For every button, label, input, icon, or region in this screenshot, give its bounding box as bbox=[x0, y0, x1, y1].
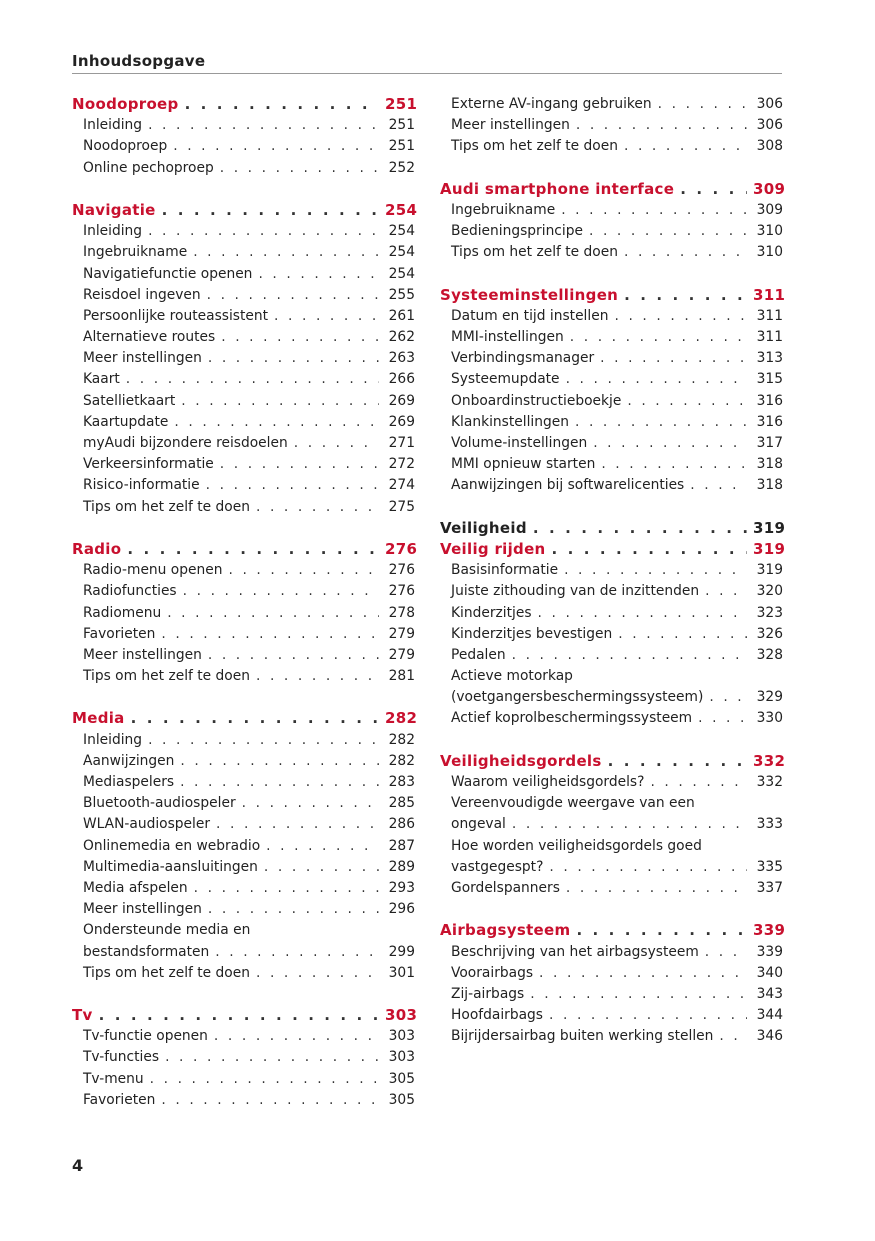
toc-entry[interactable]: Ingebruikname . . . 254 bbox=[72, 242, 415, 263]
toc-entry[interactable]: Juiste zithouding van de inzittenden . . . 320 bbox=[440, 581, 783, 602]
toc-entry[interactable]: Tips om het zelf te doen . . . 301 bbox=[72, 963, 415, 984]
section-list bbox=[440, 200, 783, 264]
toc-entry[interactable]: Risico-informatie . . . 274 bbox=[72, 475, 415, 496]
chapter-smartphone-interface[interactable]: Audi smartphone interface . . . 309 bbox=[440, 179, 783, 200]
header-divider bbox=[72, 73, 782, 74]
section-list bbox=[440, 560, 783, 666]
toc-entry[interactable]: MMI-instellingen . . . 311 bbox=[440, 327, 783, 348]
toc-entry[interactable]: Reisdoel ingeven . . . 255 bbox=[72, 285, 415, 306]
toc-entry[interactable]: Radio-menu openen . . . 276 bbox=[72, 560, 415, 581]
toc-entry[interactable]: Volume-instellingen . . . 317 bbox=[440, 433, 783, 454]
toc-entry[interactable]: Persoonlijke routeassistent . . . 261 bbox=[72, 306, 415, 327]
toc-entry[interactable]: Externe AV-ingang gebruiken . . . 306 bbox=[440, 94, 783, 115]
toc-entry-ongeval[interactable]: Vereenvoudigde weergave van een bbox=[451, 795, 695, 812]
toc-entry-goed-cont[interactable]: vastgegespt? . . . 335 bbox=[440, 857, 783, 878]
toc-entry[interactable]: Verkeersinformatie . . . 272 bbox=[72, 454, 415, 475]
chapter-veilig-rijden[interactable]: Veilig rijden . . . 319 bbox=[440, 539, 783, 560]
chapter-navigatie[interactable]: Navigatie . . . 254 bbox=[72, 200, 415, 221]
toc-entry[interactable]: Gordelspanners . . . 337 bbox=[440, 878, 783, 899]
section-list bbox=[440, 94, 783, 158]
toc-entry[interactable]: Tips om het zelf te doen . . . 308 bbox=[440, 136, 783, 157]
toc-entry[interactable]: Tv-functie openen . . . 303 bbox=[72, 1026, 415, 1047]
toc-entry[interactable]: Beschrijving van het airbagsysteem . . . 339 bbox=[440, 942, 783, 963]
toc-entry[interactable]: Meer instellingen . . . 263 bbox=[72, 348, 415, 369]
toc-entry[interactable]: Kinderzitjes bevestigen . . . 326 bbox=[440, 624, 783, 645]
toc-column-right bbox=[440, 94, 786, 1047]
section-list bbox=[72, 221, 415, 518]
toc-entry[interactable]: Online pechoproep . . . 252 bbox=[72, 158, 415, 179]
chapter-tv[interactable]: Tv . . . 303 bbox=[72, 1005, 415, 1026]
toc-entry[interactable]: Meer instellingen . . . 279 bbox=[72, 645, 415, 666]
toc-entry[interactable]: Alternatieve routes . . . 262 bbox=[72, 327, 415, 348]
toc-entry[interactable]: Waarom veiligheidsgordels? . . . 332 bbox=[440, 772, 783, 793]
toc-entry[interactable]: Onlinemedia en webradio . . . 287 bbox=[72, 836, 415, 857]
toc-entry[interactable]: Zij-airbags . . . 343 bbox=[440, 984, 783, 1005]
toc-entry[interactable]: MMI opnieuw starten . . . 318 bbox=[440, 454, 783, 475]
toc-entry[interactable]: Inleiding . . . 282 bbox=[72, 730, 415, 751]
toc-entry[interactable]: Basisinformatie . . . 319 bbox=[440, 560, 783, 581]
toc-entry[interactable]: Actief koprolbeschermingssysteem . . . 330 bbox=[440, 708, 783, 729]
part-veiligheid[interactable]: Veiligheid . . . 319 bbox=[440, 518, 783, 539]
toc-entry[interactable]: Tv-menu . . . 305 bbox=[72, 1069, 415, 1090]
section-list bbox=[72, 560, 415, 687]
toc-entry[interactable]: Media afspelen . . . 293 bbox=[72, 878, 415, 899]
toc-entry-supported-media-cont[interactable]: bestandsformaten . . . 299 bbox=[72, 942, 415, 963]
toc-entry[interactable]: Inleiding . . . 254 bbox=[72, 221, 415, 242]
toc-entry[interactable]: Radiomenu . . . 278 bbox=[72, 603, 415, 624]
toc-entry[interactable]: Bijrijdersairbag buiten werking stellen . . . 346 bbox=[440, 1026, 783, 1047]
toc-entry-goed[interactable]: Hoe worden veiligheidsgordels goed bbox=[451, 837, 702, 854]
toc-entry[interactable]: Tips om het zelf te doen . . . 275 bbox=[72, 497, 415, 518]
page-number: 4 bbox=[72, 1156, 84, 1175]
toc-entry[interactable]: Inleiding . . . 251 bbox=[72, 115, 415, 136]
toc-entry[interactable]: Multimedia-aansluitingen . . . 289 bbox=[72, 857, 415, 878]
toc-entry[interactable]: Noodoproep . . . 251 bbox=[72, 136, 415, 157]
toc-entry-motorkap-cont[interactable]: (voetgangersbeschermingssysteem) . . . 329 bbox=[440, 687, 783, 708]
toc-entry[interactable]: Ingebruikname . . . 309 bbox=[440, 200, 783, 221]
toc-entry[interactable]: Mediaspelers . . . 283 bbox=[72, 772, 415, 793]
toc-entry[interactable]: Onboardinstructieboekje . . . 316 bbox=[440, 391, 783, 412]
toc-entry[interactable]: Favorieten . . . 279 bbox=[72, 624, 415, 645]
toc-entry[interactable]: WLAN-audiospeler . . . 286 bbox=[72, 814, 415, 835]
toc-entry[interactable]: Systeemupdate . . . 315 bbox=[440, 369, 783, 390]
toc-entry[interactable]: myAudi bijzondere reisdoelen . . . 271 bbox=[72, 433, 415, 454]
toc-entry[interactable]: Klankinstellingen . . . 316 bbox=[440, 412, 783, 433]
chapter-noodoproep[interactable]: Noodoproep . . . 251 bbox=[72, 94, 415, 115]
toc-entry[interactable]: Voorairbags . . . 340 bbox=[440, 963, 783, 984]
chapter-systeeminstellingen[interactable]: Systeeminstellingen . . . 311 bbox=[440, 285, 783, 306]
section-list bbox=[440, 306, 783, 497]
toc-entry[interactable]: Pedalen . . . 328 bbox=[440, 645, 783, 666]
section-list bbox=[72, 730, 415, 921]
toc-entry[interactable]: Verbindingsmanager . . . 313 bbox=[440, 348, 783, 369]
toc-entry[interactable]: Bluetooth-audiospeler . . . 285 bbox=[72, 793, 415, 814]
toc-entry[interactable]: Datum en tijd instellen . . . 311 bbox=[440, 306, 783, 327]
toc-entry[interactable]: Meer instellingen . . . 296 bbox=[72, 899, 415, 920]
toc-entry[interactable]: Aanwijzingen . . . 282 bbox=[72, 751, 415, 772]
toc-entry[interactable]: Favorieten . . . 305 bbox=[72, 1090, 415, 1111]
toc-entry[interactable]: Kaart . . . 266 bbox=[72, 369, 415, 390]
toc-entry-ongeval-cont[interactable]: ongeval . . . 333 bbox=[440, 814, 783, 835]
section-list bbox=[440, 942, 783, 1048]
toc-entry[interactable]: Bedieningsprincipe . . . 310 bbox=[440, 221, 783, 242]
toc-entry[interactable]: Kaartupdate . . . 269 bbox=[72, 412, 415, 433]
toc-entry[interactable]: Radiofuncties . . . 276 bbox=[72, 581, 415, 602]
page-title: Inhoudsopgave bbox=[72, 52, 206, 70]
toc-entry-supported-media[interactable]: Ondersteunde media en bbox=[83, 922, 251, 939]
toc-entry[interactable]: Tips om het zelf te doen . . . 281 bbox=[72, 666, 415, 687]
toc-entry[interactable]: Navigatiefunctie openen . . . 254 bbox=[72, 264, 415, 285]
section-list bbox=[72, 1026, 415, 1111]
toc-entry[interactable]: Meer instellingen . . . 306 bbox=[440, 115, 783, 136]
toc-entry[interactable]: Aanwijzingen bij softwarelicenties . . . 318 bbox=[440, 475, 783, 496]
toc-entry[interactable]: Hoofdairbags . . . 344 bbox=[440, 1005, 783, 1026]
toc-entry[interactable]: Satellietkaart . . . 269 bbox=[72, 391, 415, 412]
chapter-media[interactable]: Media . . . 282 bbox=[72, 708, 415, 729]
toc-entry[interactable]: Kinderzitjes . . . 323 bbox=[440, 603, 783, 624]
toc-entry[interactable]: Tv-functies . . . 303 bbox=[72, 1047, 415, 1068]
toc-entry-motorkap[interactable]: Actieve motorkap bbox=[451, 668, 573, 685]
toc-entry[interactable]: Tips om het zelf te doen . . . 310 bbox=[440, 242, 783, 263]
section-list bbox=[72, 115, 415, 179]
toc-column-left bbox=[72, 94, 418, 1111]
chapter-radio[interactable]: Radio . . . 276 bbox=[72, 539, 415, 560]
chapter-veiligheidsgordels[interactable]: Veiligheidsgordels . . . 332 bbox=[440, 751, 783, 772]
chapter-airbagsysteem[interactable]: Airbagsysteem . . . 339 bbox=[440, 920, 783, 941]
